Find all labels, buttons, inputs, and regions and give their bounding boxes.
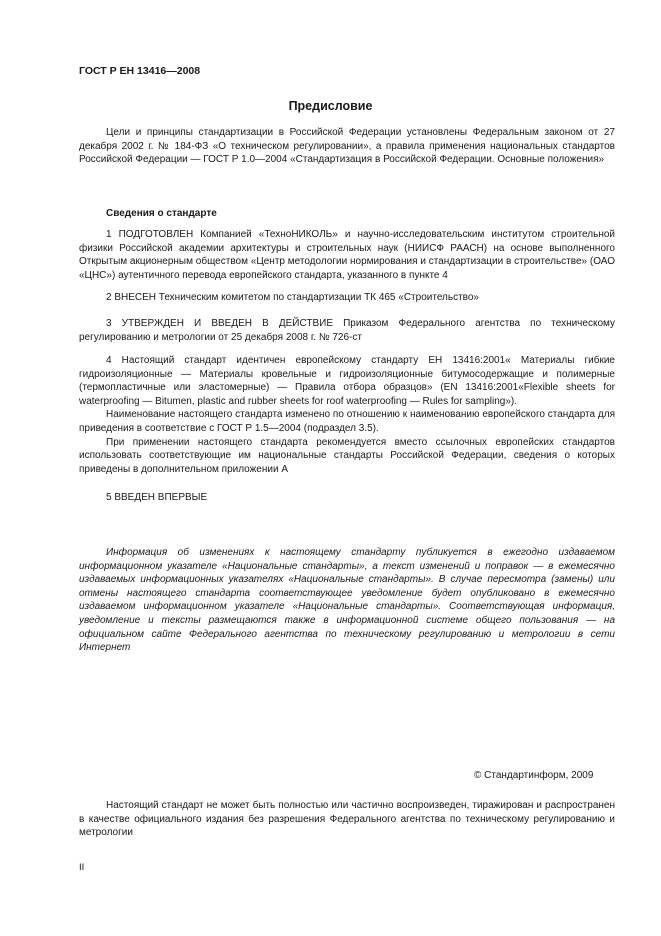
change-notice-paragraph: Информация об изменениях к настоящему стандарту публикуется в ежегодно издаваемом информационном указателе «Национальные стандарты», а текст изменений и поправок — в ежемесячно издаваемых информационных указателях «Национальные стандарты». В случае пересмотра (замены) или отмены настоящего стандарта соответствующее уведомление будет опубликовано в ежемесячно издаваемом информационном указателе «Национальные стандарты». Соответствующая информация, уведомление и тексты размещаются также в информационной системе общего пользования — на официальном сайте Федерального агентства по техническому регулированию и метрологии в сети Интернет xyxy=(79,547,615,654)
item-4-paragraph-2: Наименование настоящего стандарта изменено по отношению к наименованию европейского стандарта для приведения в соответствие с ГОСТ Р 1.5—2004 (подраздел 3.5). xyxy=(79,409,615,434)
page-title: Предисловие xyxy=(288,99,373,113)
reproduction-notice: Настоящий стандарт не может быть полностью или частично воспроизведен, тиражирован и распространен в качестве официального издания без разрешения Федерального агентства по техническому регулированию и метрологии xyxy=(79,800,615,839)
intro-block xyxy=(79,126,615,167)
item-3-block xyxy=(79,317,615,344)
item-5-block xyxy=(79,491,615,505)
item-2-paragraph: 2 ВНЕСЕН Техническим комитетом по стандартизации ТК 465 «Строительство» xyxy=(106,292,479,303)
reproduction-block xyxy=(79,799,615,840)
item-4-paragraph-3: При применении настоящего стандарта рекомендуется вместо ссылочных европейских стандартов использовать соответствующие им национальные стандарты Российской Федерации, сведения о которых приведены в дополнительном приложении А xyxy=(79,436,615,475)
item-4-paragraph-1: 4 Настоящий стандарт идентичен европейскому стандарту ЕН 13416:2001« Материалы гибкие гидроизоляционные — Материалы кровельные и гидроизоляционные битумосодержащие и полимерные (термопластичные или эластомерные) — Правила отбора образцов» (EN 13416:2001«Flexible sheets for waterproofing — Bitumen, plastic and rubber sheets for roof waterproofing — Rules for sampling»). xyxy=(79,355,615,407)
section-heading: Сведения о стандарте xyxy=(106,208,217,219)
item-4-block xyxy=(79,354,615,476)
page-number: II xyxy=(79,862,85,873)
item-1-paragraph: 1 ПОДГОТОВЛЕН Компанией «ТехноНИКОЛЬ» и научно-исследовательским институтом строительной физики Российской академии архитектуры и строительных наук (НИИСФ РААСН) на основе выполненного Открытым акционерным обществом «Центр методологии нормирования и стандартизации в строительстве» (ОАО «ЦНС») аутентичного перевода европейского стандарта, указанного в пункте 4 xyxy=(79,229,615,281)
document-code: ГОСТ Р ЕН 13416—2008 xyxy=(79,65,201,77)
item-5-paragraph: 5 ВВЕДЕН ВПЕРВЫЕ xyxy=(106,492,208,503)
copyright-line: © Стандартинформ, 2009 xyxy=(474,770,594,781)
item-2-block xyxy=(79,291,615,305)
item-1-block xyxy=(79,228,615,282)
intro-paragraph: Цели и принципы стандартизации в Российской Федерации установлены Федеральным законом от 27 декабря 2002 г. № 184-ФЗ «О техническом регулировании», а правила применения национальных стандартов Российской Федерации — ГОСТ Р 1.0—2004 «Стандартизация в Российской Федерации. Основные положения» xyxy=(79,127,615,166)
notice-block xyxy=(79,546,615,655)
item-3-paragraph: 3 УТВЕРЖДЕН И ВВЕДЕН В ДЕЙСТВИЕ Приказом Федерального агентства по техническому регулированию и метрологии от 25 декабря 2008 г. № 726-ст xyxy=(79,318,615,343)
